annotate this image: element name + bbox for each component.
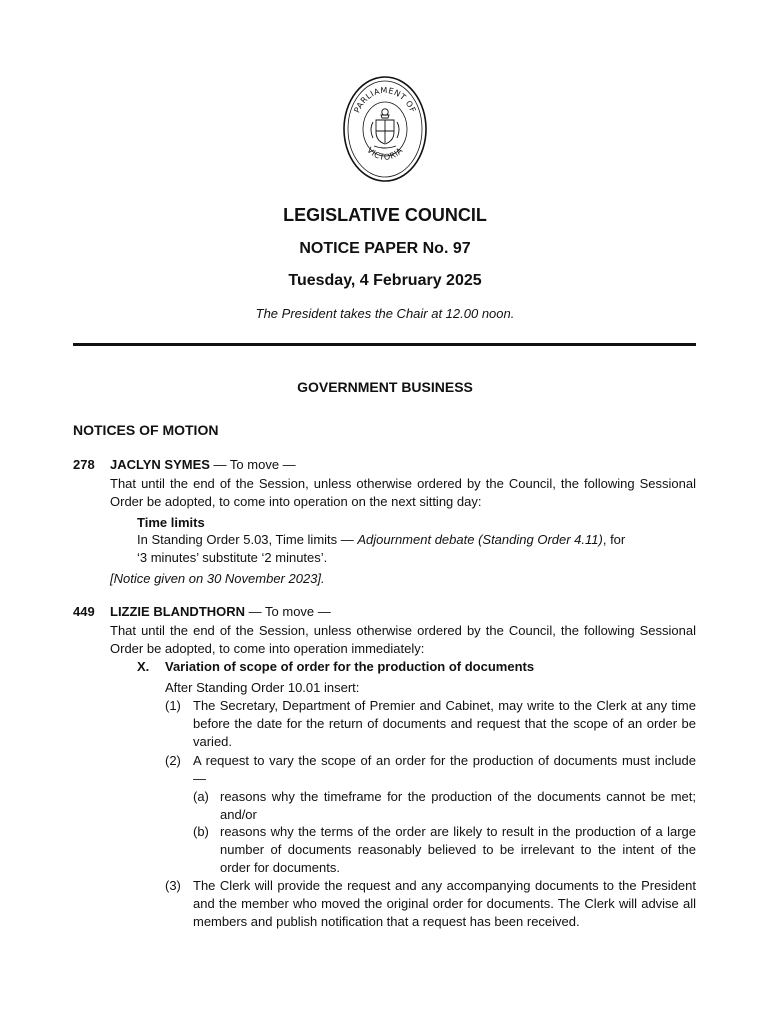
order-detail-text-end: , for xyxy=(602,532,626,547)
subitem-text: reasons why the terms of the order are likely to result in the production of a large number of documents reasonably believed to be irrelevant to the intent of the order for documents. xyxy=(220,824,696,875)
item-label: (3) xyxy=(165,878,181,893)
subitem-label: (b) xyxy=(193,824,209,839)
notice-paper-number: NOTICE PAPER No. 97 xyxy=(299,240,471,257)
notice-paragraph: That until the end of the Session, unless otherwise ordered by the Council, the following Sessional Order be adopted, to come into operation immediately: xyxy=(110,623,696,656)
order-detail xyxy=(137,531,625,549)
member-name: LIZZIE BLANDTHORN xyxy=(110,604,246,619)
chair-note: The President takes the Chair at 12.00 noon. xyxy=(255,306,515,321)
sitting-date: Tuesday, 4 February 2025 xyxy=(288,272,482,289)
item-label: (1) xyxy=(165,698,181,713)
item-text: The Secretary, Department of Premier and Cabinet, may write to the Clerk at any time before the date for the return of documents and request that the scope of an order be varied. xyxy=(193,698,696,749)
order-insert-note: After Standing Order 10.01 insert: xyxy=(165,680,360,695)
order-detail-text: In Standing Order 5.03, Time limits — xyxy=(137,532,358,547)
section-heading: GOVERNMENT BUSINESS xyxy=(297,379,473,395)
member-name: JACLYN SYMES xyxy=(110,457,210,472)
item-text: The Clerk will provide the request and any accompanying documents to the President and the member who moved the original order for documents. The Clerk will advise all members and publish notification that a request has been received. xyxy=(193,878,696,929)
item-text: A request to vary the scope of an order for the production of documents must include — xyxy=(193,753,696,786)
notice-mover xyxy=(110,603,331,621)
notice-mover xyxy=(110,456,296,474)
subitem-label: (a) xyxy=(193,789,209,804)
order-heading: Variation of scope of order for the production of documents xyxy=(165,659,535,674)
order-detail-continued: ‘3 minutes’ substitute ‘2 minutes’. xyxy=(137,550,328,565)
notice-action: — To move — xyxy=(245,604,331,619)
svg-text:PARLIAMENT OF xyxy=(352,86,417,114)
crest-icon xyxy=(371,109,399,148)
chamber-title: LEGISLATIVE COUNCIL xyxy=(283,205,487,225)
notice-number: 449 xyxy=(73,604,95,619)
subsection-heading: NOTICES OF MOTION xyxy=(73,422,219,438)
order-label: X. xyxy=(137,659,150,674)
order-detail-reference: Adjournment debate (Standing Order 4.11) xyxy=(357,532,603,547)
order-heading: Time limits xyxy=(137,515,205,530)
item-label: (2) xyxy=(165,753,181,768)
seal-bottom-text: VICTORIA xyxy=(365,145,405,162)
header-divider xyxy=(73,343,696,346)
notice-action: — To move — xyxy=(209,457,296,472)
notice-given-date: [Notice given on 30 November 2023]. xyxy=(110,571,325,586)
parliament-seal xyxy=(343,76,427,182)
subitem-text: reasons why the timeframe for the production of the documents cannot be met; and/or xyxy=(220,789,696,822)
notice-paragraph: That until the end of the Session, unless otherwise ordered by the Council, the following Sessional Order be adopted, to come into operation on the next sitting day: xyxy=(110,476,696,509)
notice-number: 278 xyxy=(73,457,95,472)
seal-top-text: PARLIAMENT OF xyxy=(352,85,418,115)
